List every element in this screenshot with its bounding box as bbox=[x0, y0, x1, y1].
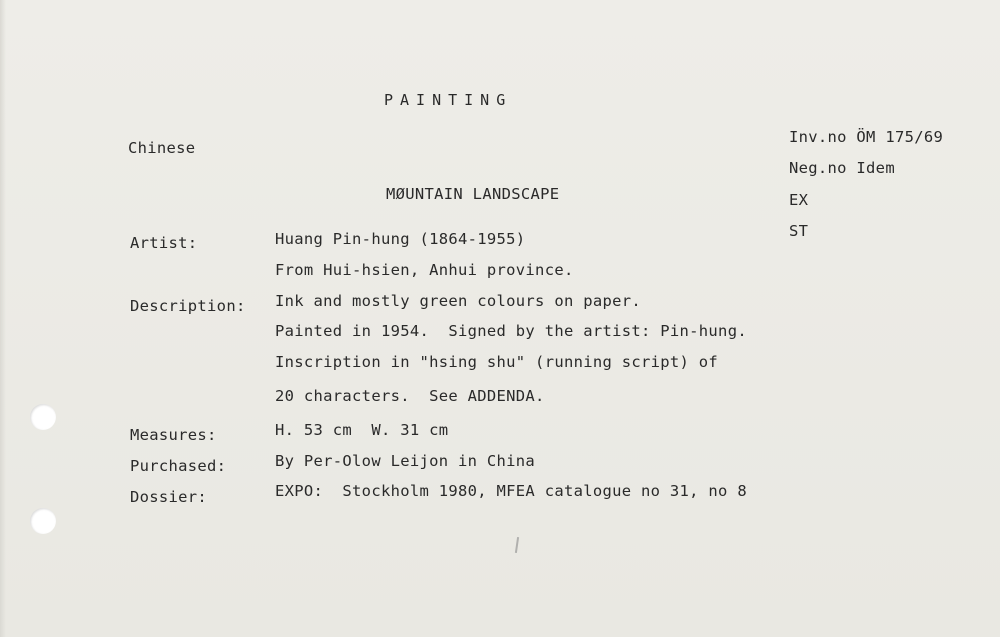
dossier-value: EXPO: Stockholm 1980, MFEA catalogue no 31, no 8 bbox=[275, 482, 747, 500]
artist-origin: From Hui-hsien, Anhui province. bbox=[275, 261, 574, 279]
measures-value: H. 53 cm W. 31 cm bbox=[275, 421, 449, 439]
pencil-mark bbox=[515, 537, 519, 553]
description-label: Description: bbox=[130, 297, 246, 315]
punch-hole-bottom bbox=[30, 508, 56, 534]
artwork-title: MØUNTAIN LANDSCAPE bbox=[386, 185, 560, 203]
origin-label: Chinese bbox=[128, 139, 196, 157]
inventory-number: Inv.no ÖM 175/69 bbox=[789, 128, 944, 146]
card-edge-shadow bbox=[0, 0, 6, 637]
negative-number: Neg.no Idem bbox=[789, 159, 895, 177]
description-line-3: Inscription in "hsing shu" (running script) of bbox=[275, 353, 719, 371]
st-mark: ST bbox=[789, 222, 809, 240]
dossier-label: Dossier: bbox=[130, 488, 208, 506]
description-line-1: Ink and mostly green colours on paper. bbox=[275, 292, 642, 310]
artist-label: Artist: bbox=[130, 234, 198, 252]
category-heading: PAINTING bbox=[384, 91, 513, 109]
purchased-value: By Per-Olow Leijon in China bbox=[275, 452, 536, 470]
measures-label: Measures: bbox=[130, 426, 217, 444]
artist-name: Huang Pin-hung (1864-1955) bbox=[275, 230, 526, 248]
purchased-label: Purchased: bbox=[130, 457, 227, 475]
description-line-2: Painted in 1954. Signed by the artist: Pin-hung. bbox=[275, 322, 747, 340]
ex-mark: EX bbox=[789, 191, 809, 209]
description-line-4: 20 characters. See ADDENDA. bbox=[275, 387, 545, 405]
punch-hole-top bbox=[30, 404, 56, 430]
